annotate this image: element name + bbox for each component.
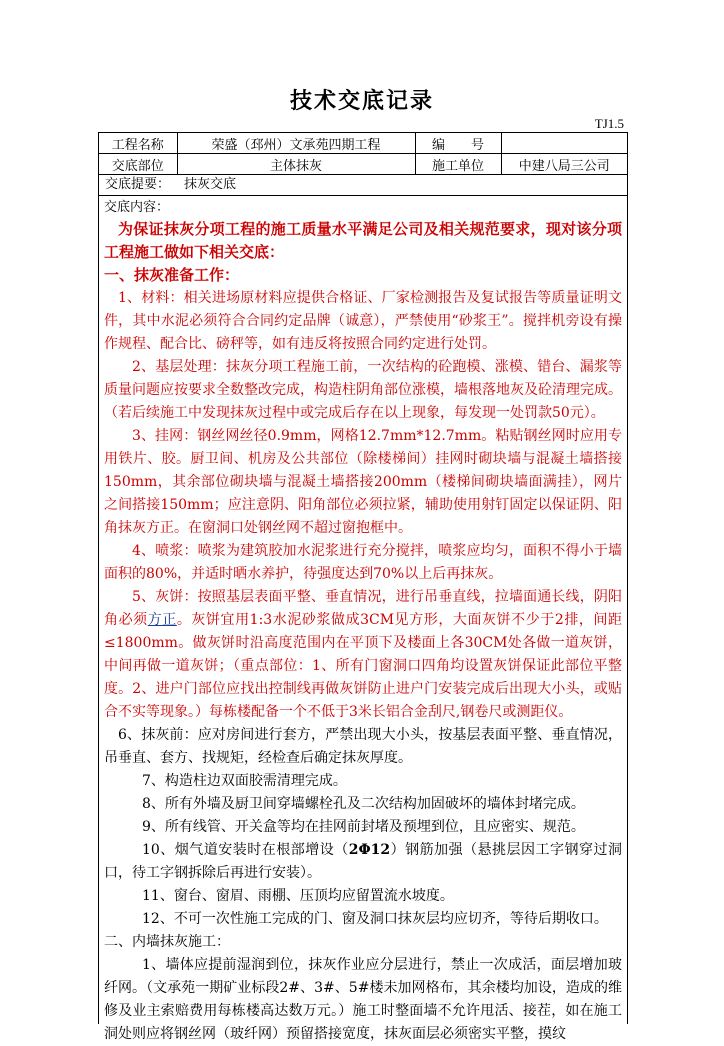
form-code: TJ1.5 bbox=[594, 116, 624, 131]
summary-value: 抹灰交底 bbox=[184, 177, 237, 192]
intro-paragraph: 为保证抹灰分项工程的施工质量水平满足公司及相关规范要求，现对该分项工程施工做如下相关交底： bbox=[104, 220, 622, 261]
summary-row bbox=[99, 175, 627, 196]
document-title: 技术交底记录 bbox=[289, 89, 434, 114]
number-value bbox=[501, 133, 627, 154]
p5-link[interactable]: 方正 bbox=[147, 612, 177, 628]
part-label: 交底部位 bbox=[99, 154, 177, 175]
paragraph-interior-wall: 1、墙体应提前湿润到位，抹灰作业应分层进行，禁止一次成活，面层增加玻纤网。（文承苑一期矿业标段2#、3#、5#楼未加网格布，其余楼均加设，造成的维修及业主索赔费用每栋楼高达数万元。）施工时整面墙不允许甩活、接茬，如在施工洞处则应将钢丝网（玻纤网）预留搭接宽度，抹灰面层必须密实平整，摸纹 bbox=[104, 957, 622, 1042]
paragraph-slope: 11、窗台、窗眉、雨棚、压顶均应留置流水坡度。 bbox=[142, 888, 454, 904]
record-sheet bbox=[98, 132, 628, 1042]
p10-text-c: ）钢筋加强（悬挑层因工字钢穿过洞口，待工字钢拆除后再进行安装）。 bbox=[104, 842, 622, 881]
project-name-value: 荣盛（邳州）文承苑四期工程 bbox=[177, 133, 415, 154]
paragraph-conduits: 9、所有线管、开关盒等均在挂网前封堵及预埋到位，且应密实、规范。 bbox=[142, 819, 585, 835]
paragraph-base-treatment: 2、基层处理：抹灰分项工程施工前，一次结构的砼跑模、涨模、错台、漏浆等质量问题应按要求全数整改完成，构造柱阴角部位涨模，墙根落地灰及砼清理完成。（若后续施工中发现抹灰过程中或完成后存在以上现象，每发现一处罚款50元）。 bbox=[104, 359, 622, 421]
part-value: 主体抹灰 bbox=[177, 154, 415, 175]
unit-value: 中建八局三公司 bbox=[501, 154, 627, 175]
section-1-heading: 一、抹灰准备工作： bbox=[104, 266, 240, 284]
p5-text-b: 。灰饼宜用1:3水泥砂浆做成3CM见方形，大面灰饼不少于2排，间距≤1800mm。做灰饼时沿高度范围内在平顶下及楼面上各30CM处各做一道灰饼，中间再做一道灰饼；（重点部位：1、所有门窗洞口四角均设置灰饼保证此部位平整度。2、进户门部位应找出控制线再做灰饼防止进户门安装完成后出现大小头，或贴合不实等现象。）每栋楼配备一个不低于3米长铝合金刮尺,钢卷尺或测距仪。 bbox=[104, 612, 623, 720]
header-table bbox=[99, 133, 627, 175]
paragraph-hole-sealing: 8、所有外墙及厨卫间穿墙螺栓孔及二次结构加固破坏的墙体封堵完成。 bbox=[142, 796, 585, 812]
project-name-label: 工程名称 bbox=[99, 133, 177, 154]
content-label: 交底内容： bbox=[104, 200, 170, 215]
p10-text-a: 10、烟气道安装时在根部增设（ bbox=[142, 842, 349, 858]
unit-label: 施工单位 bbox=[415, 154, 501, 175]
paragraph-flue bbox=[104, 839, 622, 885]
summary-label: 交底提要： bbox=[105, 177, 171, 192]
paragraph-before-plaster: 6、抹灰前：应对房间进行套方，严禁出现大小头，按基层表面平整、垂直情况，吊垂直、套方、找规矩，经检查后确定抹灰厚度。 bbox=[104, 727, 622, 766]
number-label: 编 号 bbox=[415, 133, 501, 154]
paragraph-edges: 12、不可一次性施工完成的门、窗及洞口抹灰层均应切齐，等待后期收口。 bbox=[142, 911, 608, 927]
paragraph-tape-cleanup: 7、构造柱边双面胶需清理完成。 bbox=[142, 773, 347, 789]
paragraph-plaster-cakes bbox=[104, 586, 622, 724]
p5-text-a: 5、灰饼：按照基层表面平整、垂直情况，进行吊垂直线，拉墙面通长线，阴阳角必须 bbox=[104, 589, 622, 628]
paragraph-mesh: 3、挂网：钢丝网丝径0.9mm，网格12.7mm*12.7mm。粘贴钢丝网时应用专用铁片、胶。厨卫间、机房及公共部位（除楼梯间）挂网时砌块墙与混凝土墙搭接150mm，其余部位砌块墙与混凝土墙搭接200mm（楼梯间砌块墙面满挂），网片之间搭接150mm；应注意阴、阳角部位必须拉紧，辅助使用射钉固定以保证阴、阳角抹灰方正。在窗洞口处钢丝网不超过窗抱框中。 bbox=[104, 428, 622, 536]
paragraph-spray: 4、喷浆：喷浆为建筑胶加水泥浆进行充分搅拌，喷浆应均匀，面积不得小于墙面积的80%，并适时晒水养护，待强度达到70%以上后再抹灰。 bbox=[104, 543, 622, 582]
paragraph-materials: 1、材料：相关进场原材料应提供合格证、厂家检测报告及复试报告等质量证明文件，其中水泥必须符合合同约定品牌（诚意），严禁使用“砂浆王”。搅拌机旁设有操作规程、配合比、磅秤等，如有违反将按照合同约定进行处罚。 bbox=[104, 290, 622, 352]
section-2-heading: 二、内墙抹灰施工： bbox=[104, 934, 230, 950]
part-row bbox=[99, 154, 627, 175]
project-row bbox=[99, 133, 627, 154]
content-body bbox=[99, 196, 627, 1046]
p10-rebar: 2Φ12 bbox=[348, 842, 391, 858]
